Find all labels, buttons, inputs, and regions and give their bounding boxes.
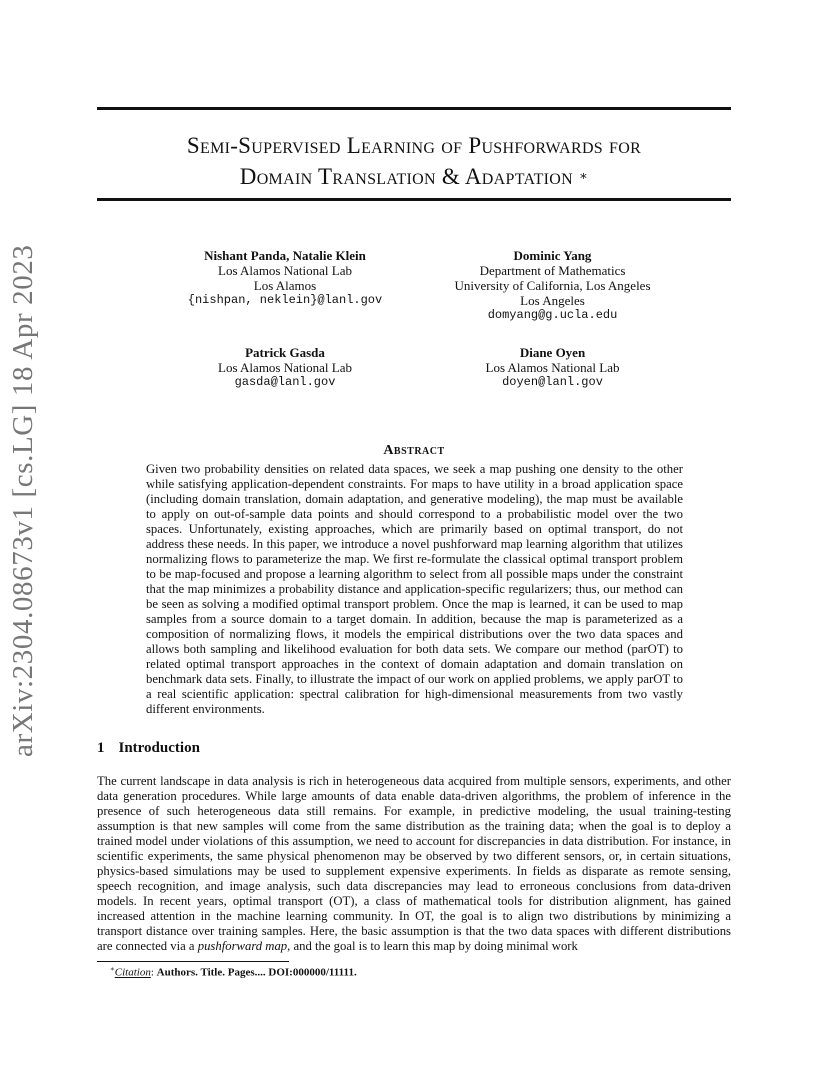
footnote-citation-link[interactable]: Citation xyxy=(114,966,151,979)
section-heading xyxy=(97,740,200,757)
paper-title xyxy=(97,130,731,195)
abstract-heading-text: Abstract xyxy=(383,443,445,458)
author-block-3 xyxy=(160,345,410,390)
title-line-1: Semi-Supervised Learning of Pushforwards for xyxy=(186,133,642,158)
section-number: 1 xyxy=(97,740,105,756)
author-department: Department of Mathematics xyxy=(479,263,626,278)
author-location: Los Alamos xyxy=(253,278,317,293)
title-line-2: Domain Translation & Adaptation xyxy=(239,164,573,189)
section-title: Introduction xyxy=(118,740,200,756)
footnote-text: Authors. Title. Pages.... DOI:000000/11111. xyxy=(156,966,357,979)
intro-emphasis: pushforward map xyxy=(197,939,288,953)
author-name: Dominic Yang xyxy=(513,248,592,263)
author-email: doyen@lanl.gov xyxy=(502,375,603,389)
arxiv-identifier: arXiv:2304.08673v1 [cs.LG] 18 Apr 2023 xyxy=(7,244,39,757)
author-location: Los Angeles xyxy=(520,293,585,308)
author-affiliation: Los Alamos National Lab xyxy=(218,360,352,375)
author-block-2 xyxy=(430,248,675,323)
author-affiliation: Los Alamos National Lab xyxy=(485,360,620,375)
intro-text-before: The current landscape in data analysis is rich in heterogeneous data acquired from multiple sensors, experiments, and other data generation procedures. While large amounts of data enable data-driven algorithms, the problem of inference in the presence of such heterogeneous data still remains. For example, in predictive modeling, the usual training-testing assumption is that new samples will come from the same distribution as the training data; when the goal is to deploy a trained model under violations of this assumption, we need to account for discrepancies in data distribution. For instance, in scientific experiments, the same physical phenomenon may be observed by two different sensors, or, in certain situations, physics-based simulations may be used to supplement expensive experiments. In fields as disparate as remote sensing, speech recognition, and image analysis, such data discrepancies may lead to erroneous conclusions from data-driven models. In recent years, optimal transport (OT), a class of mathematical tools for distribution alignment, has gained increased attention in the machine learning community. In OT, the goal is to align two distributions by minimizing a transport distance over training samples. Here, the basic assumption is that the two data spaces with different distributions are connected via a xyxy=(97,774,731,953)
footnote-marker: ∗ xyxy=(110,965,115,973)
intro-text-after: , and the goal is to learn this map by doing minimal work xyxy=(287,939,578,953)
abstract-text: Given two probability densities on related data spaces, we seek a map pushing one density to the other while satisfying application-dependent constraints. For maps to have utility in a broad application space (including domain translation, domain adaptation, and generative modeling), the map must be available to apply on out-of-sample data points and should correspond to a probabilistic model over the two spaces. Unfortunately, existing approaches, which are primarily based on optimal transport, do not address these needs. In this paper, we introduce a novel pushforward map learning algorithm that utilizes normalizing flows to parameterize the map. We first re-formulate the classical optimal transport problem to be map-focused and propose a learning algorithm to select from all possible maps under the constraint that the map minimizes a probability distance and application-specific regularizers; thus, our method can be seen as solving a modified optimal transport problem. Once the map is learned, it can be used to map samples from a source domain to a target domain. In addition, because the map is parameterized as a composition of normalizing flows, it models the empirical distributions over the two data spaces and allows both sampling and likelihood evaluation for both data sets. We compare our method (parOT) to related optimal transport approaches in the context of domain adaptation and domain translation on benchmark data sets. Finally, to illustrate the impact of our work on applied problems, we apply parOT to a real scientific application: spectral calibration for high-dimensional measurements from two vastly different environments. xyxy=(146,462,683,716)
author-block-1 xyxy=(160,248,410,308)
author-name: Patrick Gasda xyxy=(245,345,325,360)
author-block-4 xyxy=(430,345,675,390)
author-name: Diane Oyen xyxy=(519,345,586,360)
author-affiliation: Los Alamos National Lab xyxy=(218,263,352,278)
introduction-paragraph xyxy=(97,774,731,954)
title-rule-bottom xyxy=(97,198,731,201)
author-email: domyang@g.ucla.edu xyxy=(487,308,618,322)
title-rule-top xyxy=(97,107,731,110)
title-footnote-marker: ∗ xyxy=(579,168,589,183)
footnote-rule xyxy=(97,961,289,962)
author-email: gasda@lanl.gov xyxy=(234,375,336,389)
footnote: ∗Citation: Authors. Title. Pages.... DOI:000000/11111. xyxy=(110,965,357,979)
author-email: {nishpan, neklein}@lanl.gov xyxy=(187,293,383,307)
abstract-heading xyxy=(97,443,731,459)
author-affiliation: University of California, Los Angeles xyxy=(454,278,651,293)
author-name: Nishant Panda, Natalie Klein xyxy=(204,248,366,263)
